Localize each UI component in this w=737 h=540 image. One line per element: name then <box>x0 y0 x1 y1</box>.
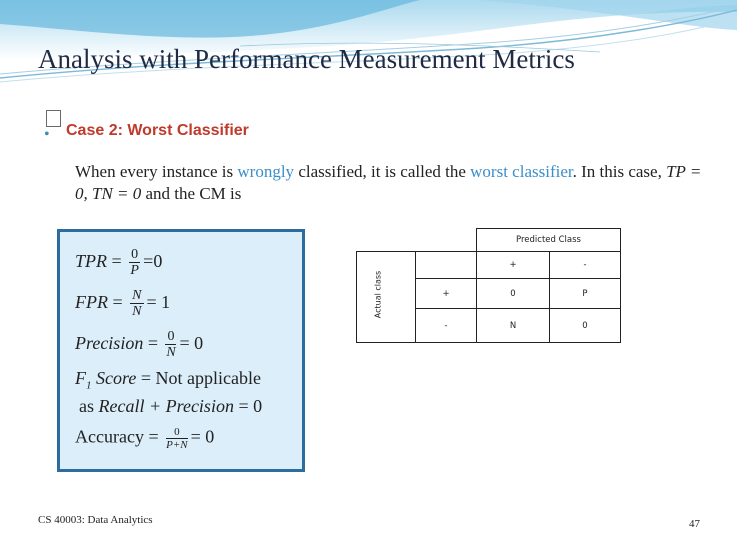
footer-course: CS 40003: Data Analytics <box>38 514 153 526</box>
slide-title: Analysis with Performance Measurement Metrics <box>38 44 575 74</box>
precision-formula: Precision = $\frac{0}{N}$ = 0 <box>75 329 204 360</box>
description-text: When every instance is wrongly classified, it is called the worst classifier. In this case, TP = 0, TN = 0 and the CM is <box>75 162 702 203</box>
highlight-wrongly: wrongly <box>237 162 295 181</box>
cm-cell-tn: 0 <box>550 309 621 343</box>
fpr-fraction: $\frac{N}{N}$ <box>132 288 142 319</box>
col-header-positive: + <box>477 252 550 279</box>
f1-condition-line: as Recall + Precision = 0 <box>79 396 263 416</box>
bullet-icon: • <box>44 126 50 143</box>
tpr-fraction: $\frac{0}{P}$ <box>130 247 139 278</box>
f1-score-line: $F_1$ Score = Not applicable <box>75 368 261 392</box>
actual-class-header: Actual class <box>357 252 416 343</box>
case-heading: Case 2: Worst Classifier <box>66 122 249 139</box>
page-number: 47 <box>689 518 700 530</box>
cm-cell-fn: P <box>550 279 621 309</box>
row-header-positive: + <box>416 279 477 309</box>
highlight-worst-classifier: worst classifier <box>470 162 573 181</box>
cm-cell-tp: 0 <box>477 279 550 309</box>
predicted-class-header: Predicted Class <box>477 229 621 252</box>
tpr-formula: TPR = $\frac{0}{P}$ =0 <box>75 247 163 278</box>
row-header-negative: - <box>416 309 477 343</box>
precision-fraction: $\frac{0}{N}$ <box>166 329 176 360</box>
col-header-negative: - <box>550 252 621 279</box>
formula-box <box>57 229 305 472</box>
missing-glyph-box <box>46 110 61 127</box>
cm-cell-fp: N <box>477 309 550 343</box>
fpr-formula: FPR = $\frac{N}{N}$ = 1 <box>75 288 171 319</box>
accuracy-formula: Accuracy = $\frac{0}{P+N}$ = 0 <box>75 426 215 451</box>
confusion-matrix <box>356 228 621 343</box>
tp-tn-equation: TP = 0, TN = 0 <box>75 162 702 203</box>
accuracy-fraction: $\frac{0}{P+N}$ <box>166 426 188 451</box>
